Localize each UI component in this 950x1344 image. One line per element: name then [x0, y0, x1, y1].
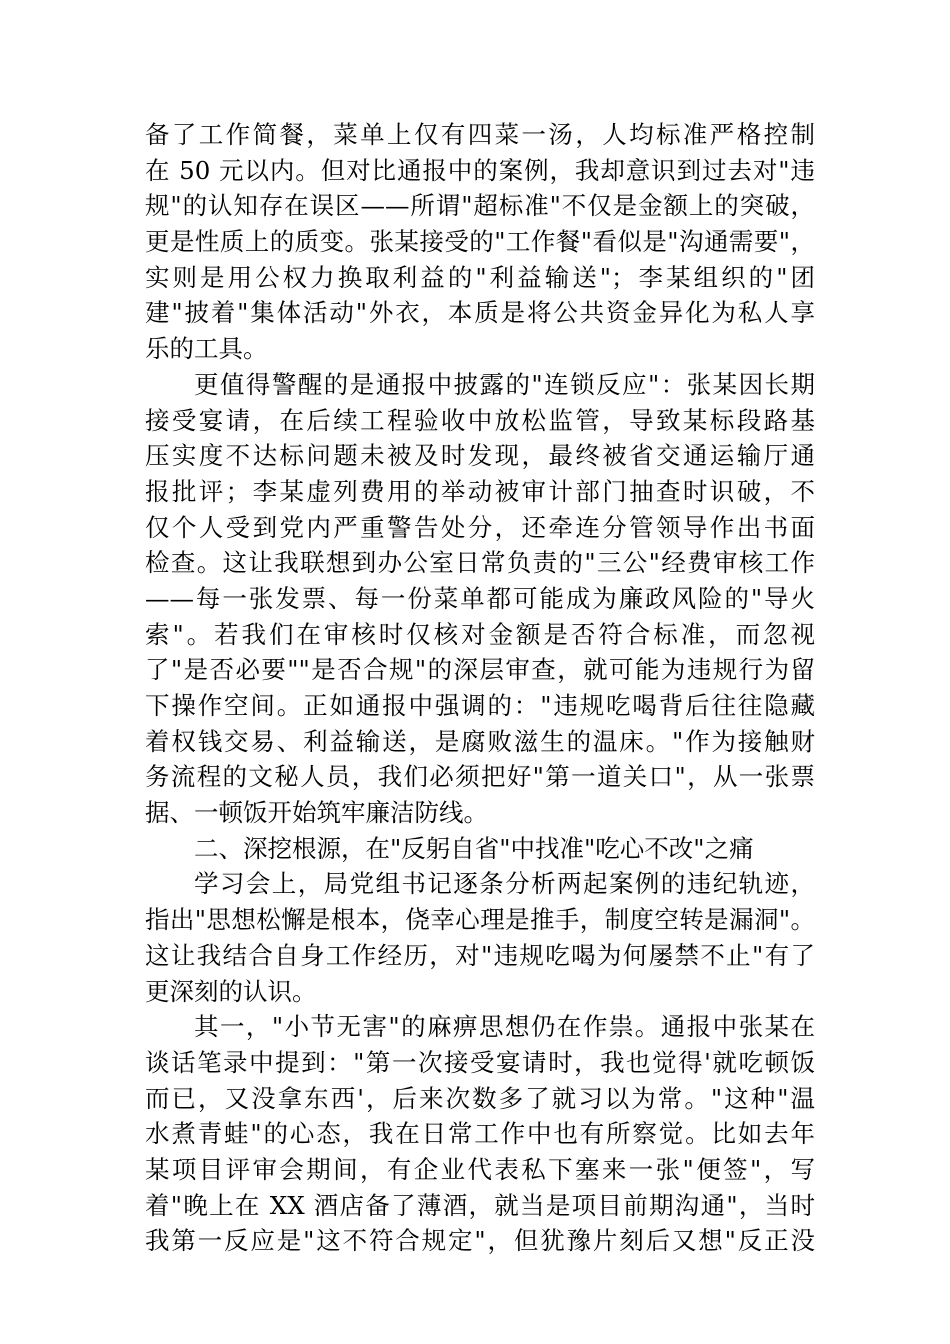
text-line: 下操作空间。正如通报中强调的："违规吃喝背后往往隐藏: [145, 691, 815, 720]
paragraph-last-line: 据、一顿饭开始筑牢廉洁防线。: [145, 798, 488, 828]
text-line: 建"披着"集体活动"外衣，本质是将公共资金异化为私人享: [145, 298, 815, 328]
document-body: [145, 117, 815, 1259]
text-line: 指出"思想松懈是根本，侥幸心理是推手，制度空转是漏洞"。: [145, 905, 815, 935]
text-line: 水煮青蛙"的心态，我在日常工作中也有所察觉。比如去年: [145, 1119, 815, 1149]
text-line: 报批评；李某虚列费用的举动被审计部门抽查时识破，不: [145, 476, 815, 506]
text-line: 规"的认知存在误区——所谓"超标准"不仅是金额上的突破，: [145, 191, 815, 221]
text-line: 了"是否必要""是否合规"的深层审查，就可能为违规行为留: [145, 655, 815, 685]
text-line: 谈话笔录中提到："第一次接受宴请时，我也觉得'就吃顿饭: [145, 1047, 815, 1077]
text-line: 更是性质上的质变。张某接受的"工作餐"看似是"沟通需要"，: [145, 227, 815, 257]
text-line: 务流程的文秘人员，我们必须把好"第一道关口"，从一张票: [145, 762, 815, 792]
text-line: 压实度不达标问题未被及时发现，最终被省交通运输厅通: [145, 441, 815, 471]
text-line: 在 50 元以内。但对比通报中的案例，我却意识到过去对"违: [145, 155, 815, 185]
paragraph-last-line: 更深刻的认识。: [145, 976, 317, 1006]
text-line: 备了工作简餐，菜单上仅有四菜一汤，人均标准严格控制: [145, 120, 815, 149]
paragraph-last-line: 乐的工具。: [145, 334, 268, 364]
text-line: ——每一张发票、每一份菜单都可能成为廉政风险的"导火: [145, 583, 815, 613]
text-line: 仅个人受到党内严重警告处分，还牵连分管领导作出书面: [145, 512, 815, 542]
text-line: 索"。若我们在审核时仅核对金额是否符合标准，而忽视: [145, 619, 815, 649]
text-line: 这让我结合自身工作经历，对"违规吃喝为何屡禁不止"有了: [145, 940, 815, 970]
text-line: 我第一反应是"这不符合规定"，但犹豫片刻后又想"反正没: [145, 1226, 815, 1256]
text-line: 接受宴请，在后续工程验收中放松监管，导致某标段路基: [145, 405, 815, 435]
text-line: 而已，又没拿东西'，后来次数多了就习以为常。"这种"温: [145, 1083, 815, 1113]
text-line: 实则是用公权力换取利益的"利益输送"；李某组织的"团: [145, 262, 815, 292]
text-line: 检查。这让我联想到办公室日常负责的"三公"经费审核工作: [145, 548, 815, 578]
paragraph-first-line: 学习会上，局党组书记逐条分析两起案例的违纪轨迹，: [194, 869, 815, 899]
text-line: 着"晚上在 XX 酒店备了薄酒，就当是项目前期沟通"，当时: [145, 1190, 815, 1220]
paragraph-first-line: 其一，"小节无害"的麻痹思想仍在作祟。通报中张某在: [194, 1012, 815, 1042]
section-heading: 二、深挖根源，在"反躬自省"中找准"吃心不改"之痛: [194, 833, 754, 863]
text-line: 某项目评审会期间，有企业代表私下塞来一张"便签"，写: [145, 1154, 815, 1184]
paragraph-first-line: 更值得警醒的是通报中披露的"连锁反应"：张某因长期: [194, 369, 815, 399]
text-line: 着权钱交易、利益输送，是腐败滋生的温床。"作为接触财: [145, 726, 815, 756]
